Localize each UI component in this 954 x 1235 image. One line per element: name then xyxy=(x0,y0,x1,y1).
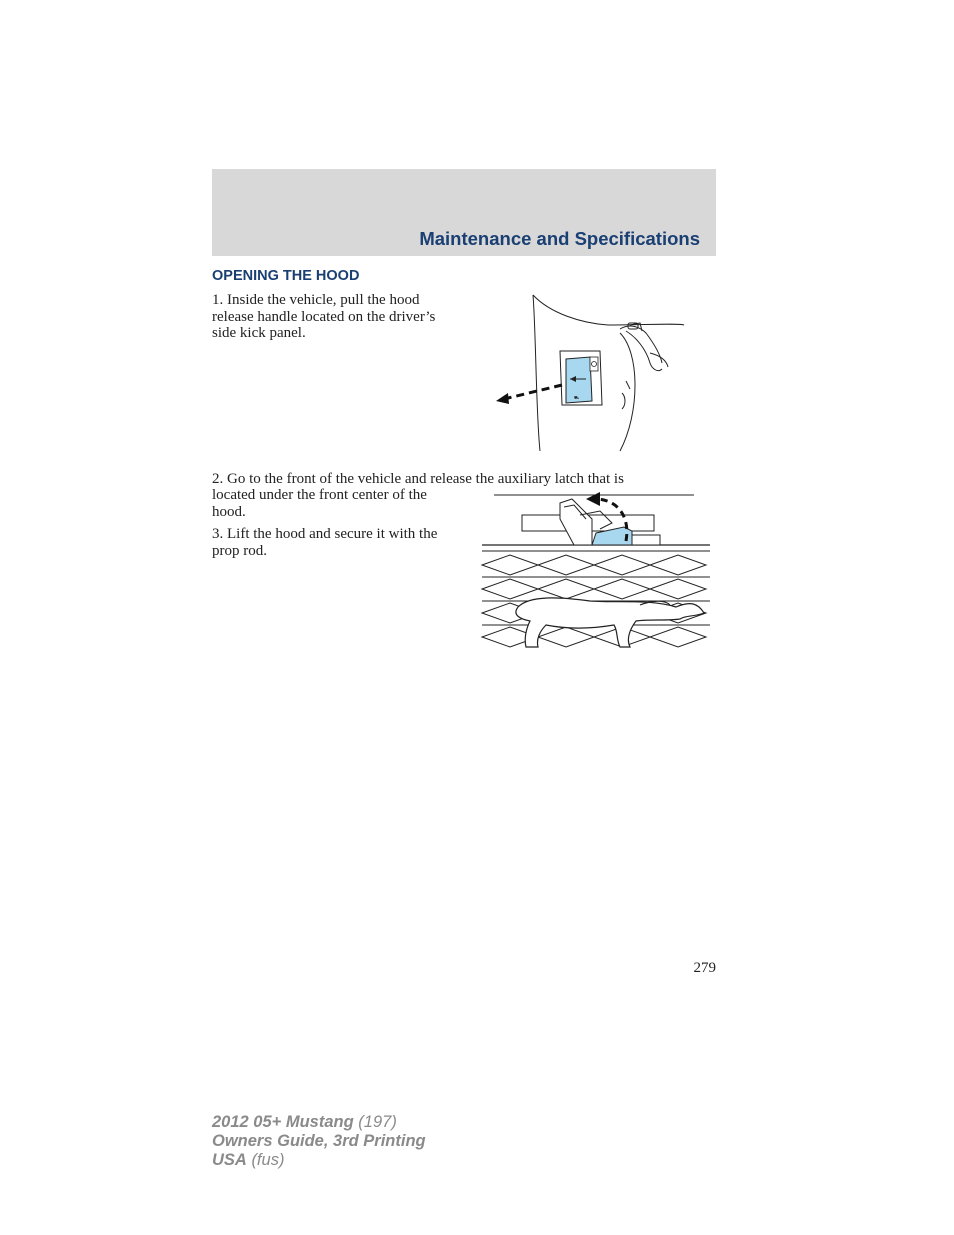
pull-arrow xyxy=(504,385,562,399)
footer-line-1 xyxy=(212,1113,426,1132)
header-band xyxy=(212,169,716,256)
footer-region-code: (fus) xyxy=(251,1151,285,1169)
footer-model: 2012 05+ Mustang xyxy=(212,1113,354,1131)
footer-line-3 xyxy=(212,1151,426,1170)
hood-release-handle-illustration xyxy=(490,293,686,453)
footer xyxy=(212,1113,426,1170)
step-2-text-line2: located under the front center of the hood. xyxy=(212,487,427,520)
footer-region: USA xyxy=(212,1151,247,1169)
step-2-text-line1: 2. Go to the front of the vehicle and release the auxiliary latch that is xyxy=(212,471,624,487)
footer-line-2 xyxy=(212,1132,426,1151)
step-1-text: 1. Inside the vehicle, pull the hood release handle located on the driver’s side kick panel. xyxy=(212,292,436,341)
section-title: OPENING THE HOOD xyxy=(212,268,360,284)
latch-assembly xyxy=(522,499,660,545)
pedal-bracket xyxy=(620,323,668,371)
svg-text:⛟: ⛟ xyxy=(574,395,580,400)
footer-guide: Owners Guide, 3rd Printing xyxy=(212,1132,426,1150)
page-number: 279 xyxy=(693,960,716,976)
auxiliary-latch-illustration xyxy=(480,489,710,649)
footer-model-code: (197) xyxy=(358,1113,397,1131)
step-3-text: 3. Lift the hood and secure it with the prop rod. xyxy=(212,526,438,559)
chapter-title: Maintenance and Specifications xyxy=(419,228,700,249)
